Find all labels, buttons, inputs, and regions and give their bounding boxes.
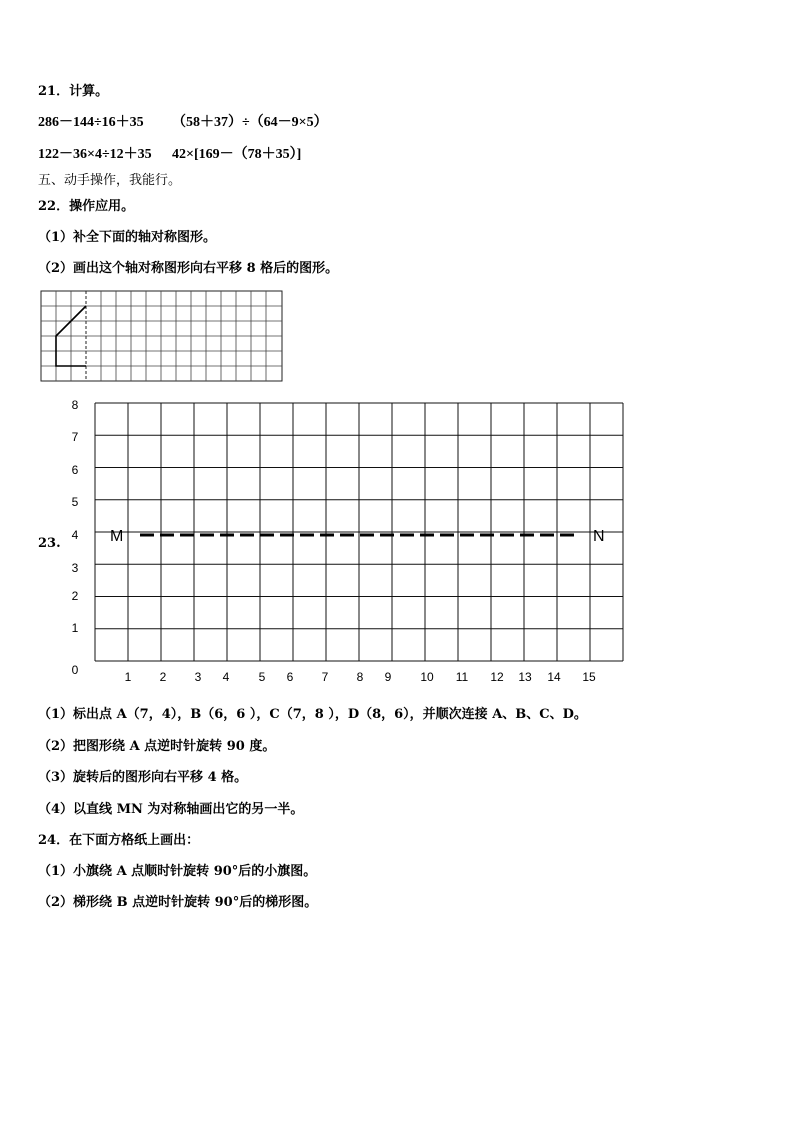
y-tick-label: 5 (71, 495, 79, 509)
y-tick-label: 2 (71, 589, 79, 603)
q24-title: 24．在下面方格纸上画出： (38, 833, 200, 848)
q21-expression-4: 42×[169－（78＋35）] (172, 147, 302, 162)
y-tick-label: 1 (71, 621, 79, 635)
x-tick-label: 4 (222, 670, 230, 684)
q23-coordinate-grid (60, 395, 640, 690)
q23-number: 23. (38, 536, 61, 551)
x-tick-label: 5 (258, 670, 266, 684)
y-tick-label: 4 (71, 528, 79, 542)
q21-expression-2: （58＋37）÷（64－9×5） (172, 115, 328, 130)
y-tick-label: 0 (71, 663, 79, 677)
x-tick-label: 8 (356, 670, 364, 684)
x-tick-label: 9 (384, 670, 392, 684)
x-tick-label: 6 (286, 670, 294, 684)
q22-item-1: （1）补全下面的轴对称图形。 (38, 230, 217, 245)
x-tick-label: 7 (321, 670, 329, 684)
q23-item-2: （2）把图形绕 A 点逆时针旋转 90 度。 (38, 739, 276, 754)
x-tick-label: 3 (194, 670, 202, 684)
x-tick-label: 13 (518, 670, 532, 684)
x-tick-label: 12 (490, 670, 504, 684)
q23-item-3: （3）旋转后的图形向右平移 4 格。 (38, 770, 248, 785)
q21-expression-1: 286－144÷16＋35 (38, 115, 144, 130)
q22-item-2: （2）画出这个轴对称图形向右平移 8 格后的图形。 (38, 261, 339, 276)
label-n: N (593, 528, 605, 545)
x-tick-label: 2 (159, 670, 167, 684)
x-tick-label: 11 (455, 670, 469, 684)
q24-item-1: （1）小旗绕 A 点顺时针旋转 90°后的小旗图。 (38, 864, 317, 879)
q21-expression-3: 122－36×4÷12＋35 (38, 147, 152, 162)
q21-title: 21．计算。 (38, 84, 109, 99)
x-tick-label: 15 (582, 670, 596, 684)
label-m: M (110, 528, 124, 545)
y-tick-label: 7 (71, 430, 79, 444)
section-5-heading: 五、动手操作，我能行。 (38, 173, 182, 188)
q22-title: 22．操作应用。 (38, 199, 135, 214)
y-tick-label: 6 (71, 463, 79, 477)
y-tick-label: 3 (71, 561, 79, 575)
q24-item-2: （2）梯形绕 B 点逆时针旋转 90°后的梯形图。 (38, 895, 318, 910)
y-tick-label: 8 (71, 398, 79, 412)
q23-item-4: （4）以直线 MN 为对称轴画出它的另一半。 (38, 802, 304, 817)
x-tick-label: 10 (420, 670, 434, 684)
x-tick-label: 14 (547, 670, 561, 684)
q22-symmetry-grid (40, 290, 285, 383)
q23-item-1: （1）标出点 A（7，4），B（6，6 ），C（7，8 ），D（8，6），并顺次连接 A、B、C、D。 (38, 707, 587, 722)
x-tick-label: 1 (124, 670, 132, 684)
